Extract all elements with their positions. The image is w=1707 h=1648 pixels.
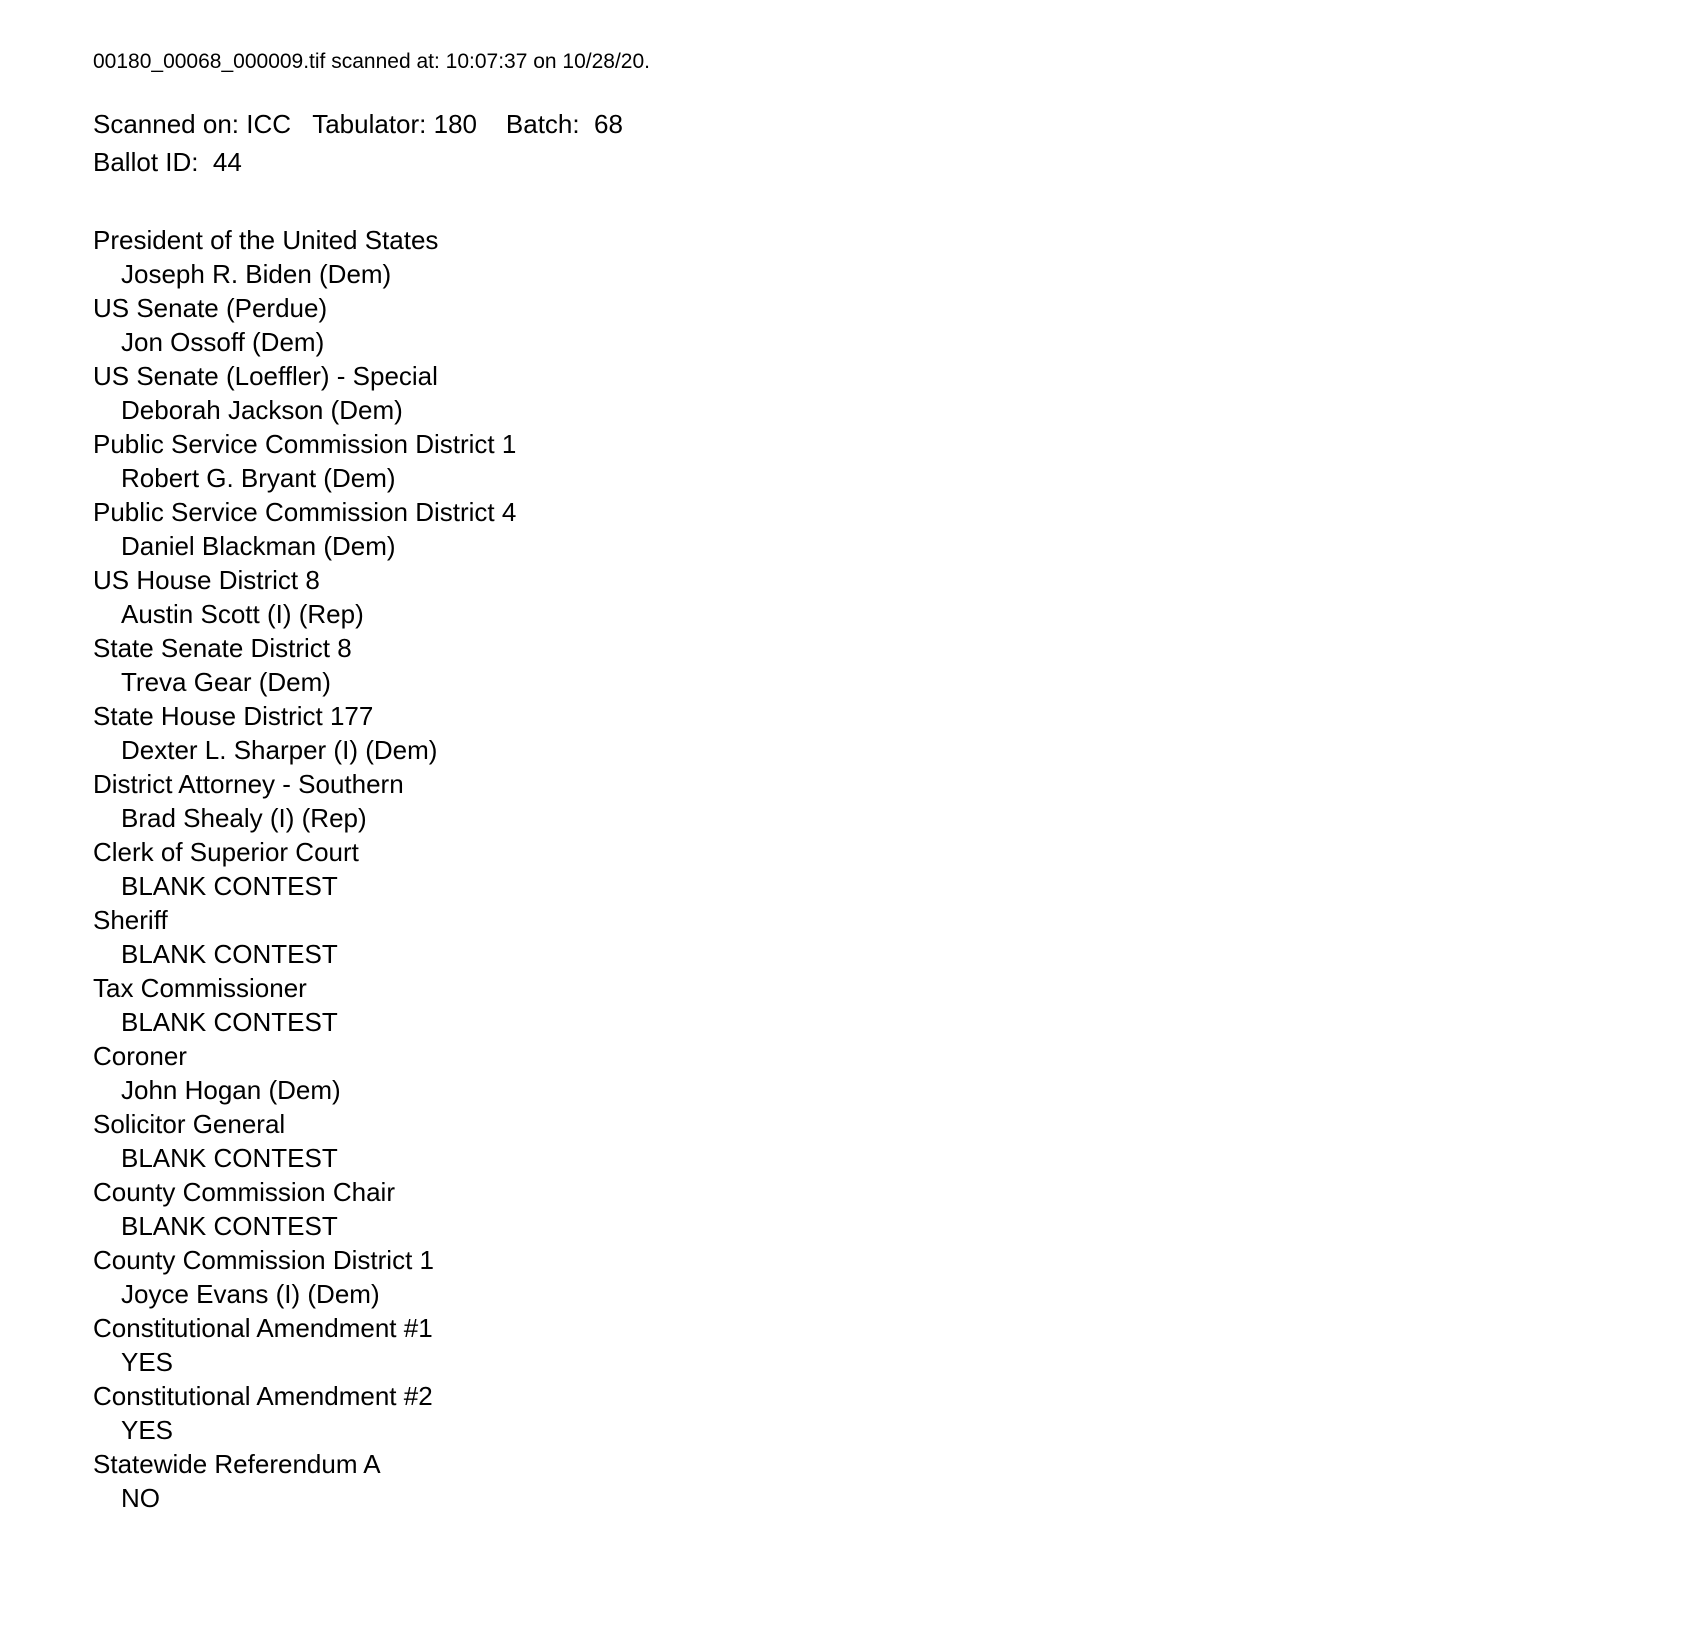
contest-title: Constitutional Amendment #2: [93, 1381, 433, 1411]
contest-title: Tax Commissioner: [93, 973, 307, 1003]
contest-selection: NO: [121, 1483, 160, 1513]
contest-selection: YES: [121, 1347, 174, 1377]
contest-row: [93, 903, 1667, 971]
contest-row: [93, 1175, 1667, 1243]
contest-row: [93, 1379, 1667, 1447]
contest-row: [93, 1447, 1667, 1515]
contest-row: [93, 971, 1667, 1039]
contest-title: County Commission District 1: [93, 1245, 434, 1275]
contest-selection: Dexter L. Sharper (I) (Dem): [121, 735, 438, 765]
contest-selection: Deborah Jackson (Dem): [121, 395, 403, 425]
ballot-id-line: Ballot ID: 44: [93, 147, 242, 177]
contest-selection: Brad Shealy (I) (Rep): [121, 803, 367, 833]
contest-selection: Austin Scott (I) (Rep): [121, 599, 364, 629]
contest-title: County Commission Chair: [93, 1177, 395, 1207]
contest-selection: BLANK CONTEST: [121, 1143, 338, 1173]
contest-selection: Joseph R. Biden (Dem): [121, 259, 392, 289]
contest-row: [93, 631, 1667, 699]
contest-list: [93, 223, 1667, 1515]
contest-selection: Treva Gear (Dem): [121, 667, 331, 697]
contest-title: US House District 8: [93, 565, 320, 595]
contest-row: [93, 1311, 1667, 1379]
contest-title: US Senate (Loeffler) - Special: [93, 361, 438, 391]
contest-row: [93, 563, 1667, 631]
contest-title: Coroner: [93, 1041, 187, 1071]
contest-row: [93, 1243, 1667, 1311]
contest-selection: BLANK CONTEST: [121, 1007, 338, 1037]
contest-title: State Senate District 8: [93, 633, 352, 663]
contest-row: [93, 291, 1667, 359]
contest-selection: Joyce Evans (I) (Dem): [121, 1279, 380, 1309]
contest-selection: Daniel Blackman (Dem): [121, 531, 396, 561]
contest-selection: BLANK CONTEST: [121, 871, 338, 901]
scan-filename-line: 00180_00068_000009.tif scanned at: 10:07:37 on 10/28/20.: [93, 50, 650, 73]
contest-title: District Attorney - Southern: [93, 769, 404, 799]
contest-title: Clerk of Superior Court: [93, 837, 359, 867]
contest-title: Constitutional Amendment #1: [93, 1313, 433, 1343]
scanner-info-line: Scanned on: ICC Tabulator: 180 Batch: 68: [93, 109, 623, 139]
contest-title: Solicitor General: [93, 1109, 286, 1139]
contest-selection: BLANK CONTEST: [121, 1211, 338, 1241]
contest-title: State House District 177: [93, 701, 374, 731]
contest-selection: Robert G. Bryant (Dem): [121, 463, 396, 493]
contest-title: Public Service Commission District 1: [93, 429, 517, 459]
contest-row: [93, 835, 1667, 903]
contest-row: [93, 699, 1667, 767]
contest-row: [93, 495, 1667, 563]
contest-row: [93, 359, 1667, 427]
contest-row: [93, 1107, 1667, 1175]
contest-row: [93, 767, 1667, 835]
contest-selection: BLANK CONTEST: [121, 939, 338, 969]
contest-row: [93, 427, 1667, 495]
contest-selection: Jon Ossoff (Dem): [121, 327, 325, 357]
contest-title: Statewide Referendum A: [93, 1449, 381, 1479]
contest-title: President of the United States: [93, 225, 439, 255]
contest-row: [93, 223, 1667, 291]
contest-row: [93, 1039, 1667, 1107]
contest-title: US Senate (Perdue): [93, 293, 328, 323]
contest-title: Public Service Commission District 4: [93, 497, 517, 527]
contest-selection: John Hogan (Dem): [121, 1075, 341, 1105]
contest-selection: YES: [121, 1415, 174, 1445]
contest-title: Sheriff: [93, 905, 168, 935]
